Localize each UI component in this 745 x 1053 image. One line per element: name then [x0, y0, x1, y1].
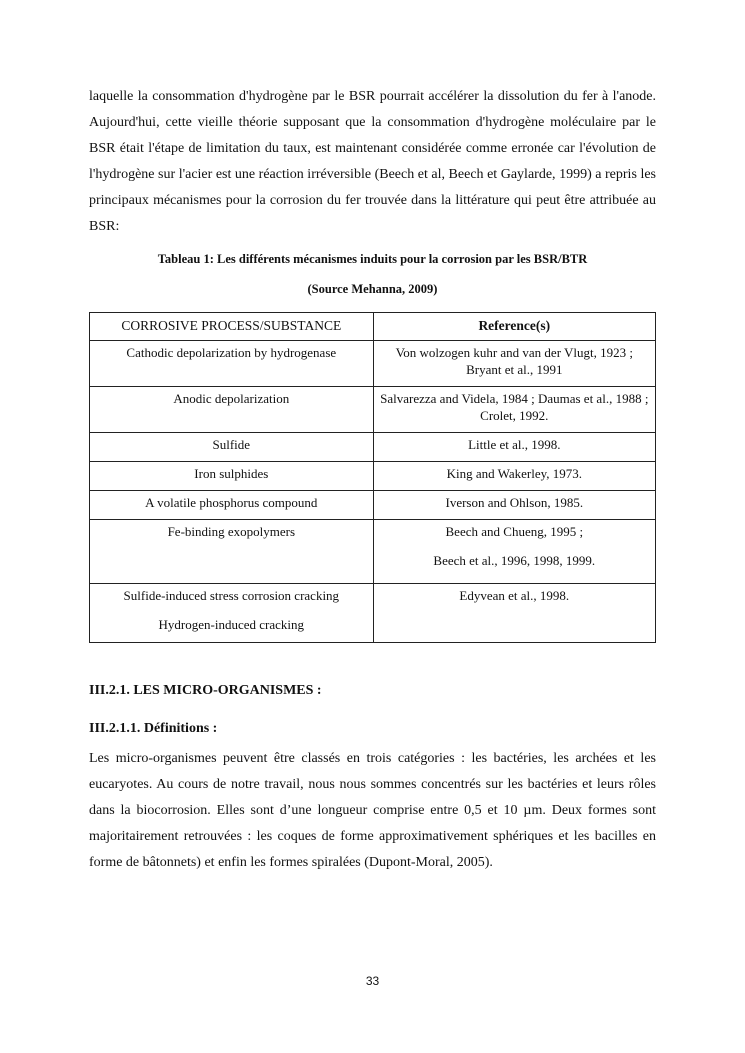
reference-text: King and Wakerley, 1973.: [446, 466, 582, 481]
definitions-paragraph: Les micro-organismes peuvent être classés en trois catégories : les bactéries, les archées et les eucaryotes. Au cours de notre travail, nous nous sommes concentrés sur les bactéries et leurs rôles dans la biocorrosion. Elles sont d’une longueur comprise entre 0,5 et 10 µm. Deux formes sont majoritairement retrouvées : les coques de forme approximativement sphériques et les bacilles en forme de bâtonnets) et enfin les formes spiralées (Dupont-Moral, 2005).: [89, 751, 656, 870]
reference-text: Von wolzogen kuhr and van der Vlugt, 1923 ; Bryant et al., 1991: [395, 345, 634, 377]
subsection-heading: III.2.1.1. Définitions :: [89, 721, 218, 736]
reference-text: Beech et al., 1996, 1998, 1999.: [433, 553, 596, 568]
process-cell: [90, 341, 374, 387]
table-row: [90, 491, 656, 520]
process-text: Cathodic depolarization by hydrogenase: [126, 345, 337, 360]
page-number: 33: [365, 974, 380, 988]
process-text: Anodic depolarization: [173, 391, 290, 406]
document-page: [89, 84, 656, 876]
table-row: [90, 520, 656, 584]
reference-text: Beech and Chueng, 1995 ;: [445, 524, 584, 539]
process-cell: [90, 387, 374, 433]
reference-cell: [373, 584, 655, 643]
header-process: CORROSIVE PROCESS/SUBSTANCE: [90, 313, 374, 341]
reference-text: Iverson and Ohlson, 1985.: [445, 495, 584, 510]
header-reference: Reference(s): [373, 313, 655, 341]
table-caption: [89, 244, 656, 304]
process-cell: [90, 584, 374, 643]
reference-text: Edyvean et al., 1998.: [459, 588, 570, 603]
reference-cell: [373, 462, 655, 491]
reference-cell: [373, 387, 655, 433]
table-row: [90, 387, 656, 433]
process-text: Sulfide: [212, 437, 251, 452]
mechanisms-table: [89, 312, 656, 643]
table-row: [90, 341, 656, 387]
process-cell: [90, 433, 374, 462]
process-cell: [90, 491, 374, 520]
process-text: Sulfide-induced stress corrosion cracking: [123, 588, 340, 603]
process-text: Fe-binding exopolymers: [167, 524, 296, 539]
intro-paragraph: laquelle la consommation d'hydrogène par le BSR pourrait accélérer la dissolution du fer à l'anode. Aujourd'hui, cette vieille théorie supposant que la consommation d'hydrogène moléculaire par le BSR était l'étape de limitation du taux, est maintenant considérée comme erronée car l'évolution de l'hydrogène sur l'acier est une réaction irréversible (Beech et al, Beech et Gaylarde, 1999) a repris les principaux mécanismes pour la corrosion du fer trouvée dans la littérature qui peut être attribuée au BSR:: [89, 89, 656, 234]
process-text: Hydrogen-induced cracking: [158, 617, 305, 632]
table-row: [90, 433, 656, 462]
table-caption-source: (Source Mehanna, 2009): [307, 282, 438, 296]
table-row: [90, 584, 656, 643]
reference-cell: [373, 491, 655, 520]
process-cell: [90, 520, 374, 584]
section-heading: III.2.1. LES MICRO-ORGANISMES :: [89, 683, 322, 698]
table-header-row: [90, 313, 656, 341]
reference-text: Salvarezza and Videla, 1984 ; Daumas et al., 1988 ; Crolet, 1992.: [380, 391, 649, 423]
process-text: Iron sulphides: [194, 466, 269, 481]
reference-cell: [373, 341, 655, 387]
process-cell: [90, 462, 374, 491]
reference-text: Little et al., 1998.: [468, 437, 561, 452]
table-caption-title: Tableau 1: Les différents mécanismes induits pour la corrosion par les BSR/BTR: [157, 252, 588, 266]
reference-cell: [373, 433, 655, 462]
process-text: A volatile phosphorus compound: [145, 495, 318, 510]
reference-cell: [373, 520, 655, 584]
table-row: [90, 462, 656, 491]
